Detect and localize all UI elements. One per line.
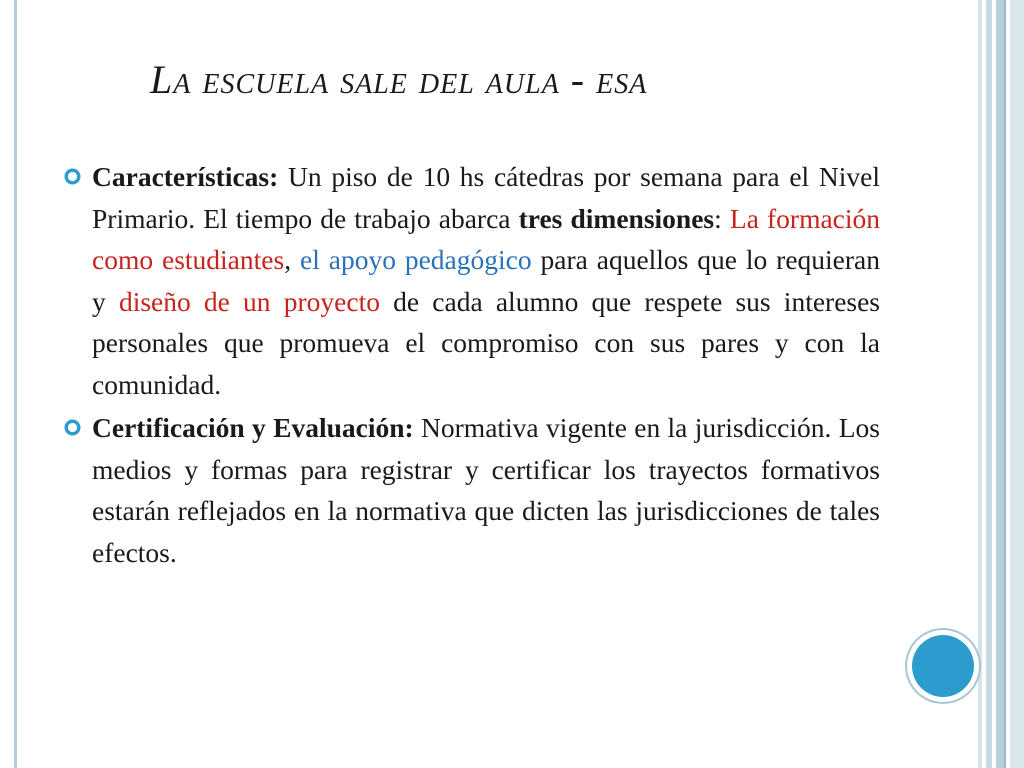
ring-bullet-icon <box>64 419 81 436</box>
bullet-item-certificacion <box>62 407 880 573</box>
right-decor-stripe <box>978 0 982 768</box>
left-frame-line <box>14 0 17 768</box>
circle-decoration-icon <box>912 635 974 697</box>
bullet-text: Un piso de 10 hs cátedras por semana para el Nivel Primario. El tiempo de trabajo abarca <box>92 161 880 234</box>
right-decor-stripe <box>1004 0 1006 768</box>
bullet-text: de cada alumno que respete sus intereses personales que promueva el compromiso con sus pares y con la comunidad. <box>92 285 881 400</box>
bullet-item-caracteristicas <box>62 156 880 405</box>
bullet-text: Normativa vigente en la jurisdicción. Los medios y formas para registrar y certificar los trayectos formativos estarán reflejados en la normativa que dicten las jurisdicciones de tales efectos. <box>92 412 880 568</box>
bullet-list <box>62 156 880 575</box>
ring-bullet-icon <box>64 168 81 185</box>
bullet-text: : <box>714 202 730 234</box>
bullet-text-bold: tres dimensiones <box>518 202 715 234</box>
right-decor-stripe <box>986 0 992 768</box>
bullet-text: para aquellos que lo requieran y <box>92 244 881 317</box>
bullet-text-highlight-red: La formación como estudiantes <box>92 202 881 275</box>
bullet-text-highlight-blue: el apoyo pedagógico <box>299 244 532 275</box>
bullet-text: , <box>284 244 300 275</box>
slide-title: La escuela sale del aula - esa <box>150 57 648 102</box>
bullet-heading: Características: <box>92 161 279 192</box>
right-decor-stripe <box>1010 0 1024 768</box>
bullet-text-highlight-red: diseño de un proyecto <box>118 285 380 317</box>
bullet-heading: Certificación y Evaluación: <box>92 412 414 443</box>
